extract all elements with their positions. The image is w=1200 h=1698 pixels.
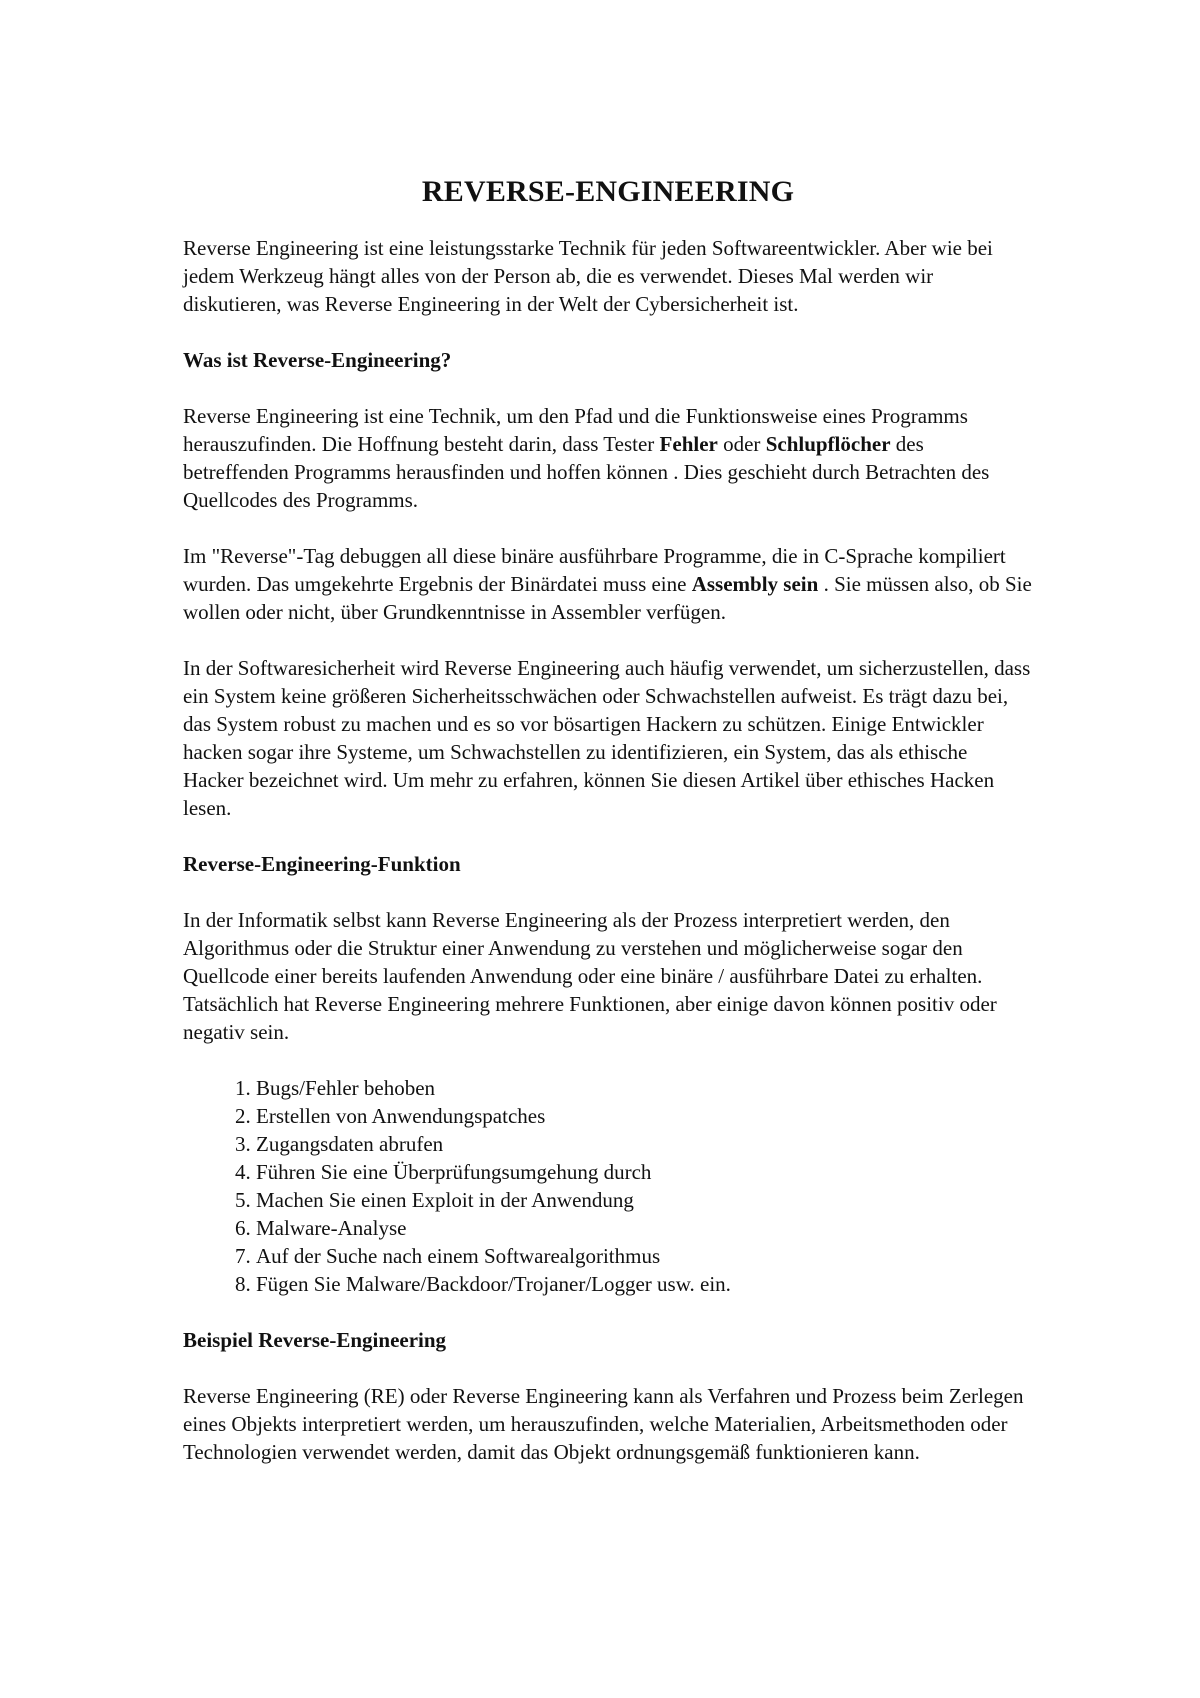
section1-paragraph-1 (183, 402, 1033, 514)
section2-paragraph-1: In der Informatik selbst kann Reverse Engineering als der Prozess interpretiert werden, den Algorithmus oder die Struktur einer Anwendung zu verstehen und möglicherweise sogar den Quellcode einer bereits laufenden Anwendung oder eine binäre / ausführbare Datei zu erhalten. Tatsächlich hat Reverse Engineering mehrere Funktionen, aber einige davon können positiv oder negativ sein. (183, 908, 997, 1044)
list-item: 1. Bugs/Fehler behoben (256, 1074, 1033, 1102)
list-item: 2. Erstellen von Anwendungspatches (256, 1102, 1033, 1130)
section1-paragraph-2 (183, 542, 1033, 626)
list-item: 3. Zugangsdaten abrufen (256, 1130, 1033, 1158)
intro-paragraph: Reverse Engineering ist eine leistungsstarke Technik für jeden Softwareentwickler. Aber wie bei jedem Werkzeug hängt alles von der Person ab, die es verwendet. Dieses Mal werden wir diskutieren, was Reverse Engineering in der Welt der Cybersicherheit ist. (183, 236, 993, 316)
section1-paragraph-3: In der Softwaresicherheit wird Reverse Engineering auch häufig verwendet, um sicherzustellen, dass ein System keine größeren Sicherheitsschwächen oder Schwachstellen aufweist. Es trägt dazu bei, das System robust zu machen und es so vor bösartigen Hackern zu schützen. Einige Entwickler hacken sogar ihre Systeme, um Schwachstellen zu identifizieren, ein System, das als ethische Hacker bezeichnet wird. Um mehr zu erfahren, können Sie diesen Artikel über ethisches Hacken lesen. (183, 656, 1031, 820)
bold-term-assembly: Assembly sein (691, 572, 819, 596)
function-list (183, 1074, 1033, 1298)
text-run: des betreffenden Programms herausfinden und hoffen können . Dies geschieht durch Betrachten des Quellcodes des Programms. (183, 432, 990, 512)
section3-paragraph-1: Reverse Engineering (RE) oder Reverse Engineering kann als Verfahren und Prozess beim Zerlegen eines Objekts interpretiert werden, um herauszufinden, welche Materialien, Arbeitsmethoden oder Technologien verwendet werden, damit das Objekt ordnungsgemäß funktionieren kann. (183, 1384, 1024, 1464)
list-item: 6. Malware-Analyse (256, 1214, 1033, 1242)
section-heading-was-ist: Was ist Reverse-Engineering? (183, 348, 452, 372)
bold-term-fehler: Fehler (659, 432, 718, 456)
list-item: 4. Führen Sie eine Überprüfungsumgehung durch (256, 1158, 1033, 1186)
bold-term-schlupfloecher: Schlupflöcher (765, 432, 891, 456)
text-run: Reverse Engineering ist eine Technik, um den Pfad und die Funktionsweise eines Programms herauszufinden. Die Hoffnung besteht darin, dass Tester (183, 404, 968, 456)
document-title: REVERSE-ENGINEERING (421, 175, 795, 208)
section-heading-beispiel: Beispiel Reverse-Engineering (183, 1328, 447, 1352)
text-run: oder (717, 432, 766, 456)
list-item: 8. Fügen Sie Malware/Backdoor/Trojaner/Logger usw. ein. (256, 1270, 1033, 1298)
list-item: 7. Auf der Suche nach einem Softwarealgorithmus (256, 1242, 1033, 1270)
text-run: Im "Reverse"-Tag debuggen all diese binäre ausführbare Programme, die in C-Sprache kompiliert wurden. Das umgekehrte Ergebnis der Binärdatei muss eine (183, 544, 1006, 596)
section-heading-funktion: Reverse-Engineering-Funktion (183, 852, 461, 876)
text-run: . Sie müssen also, ob Sie wollen oder nicht, über Grundkenntnisse in Assembler verfügen. (183, 572, 1032, 624)
list-item: 5. Machen Sie einen Exploit in der Anwendung (256, 1186, 1033, 1214)
document-content (183, 172, 1033, 1494)
